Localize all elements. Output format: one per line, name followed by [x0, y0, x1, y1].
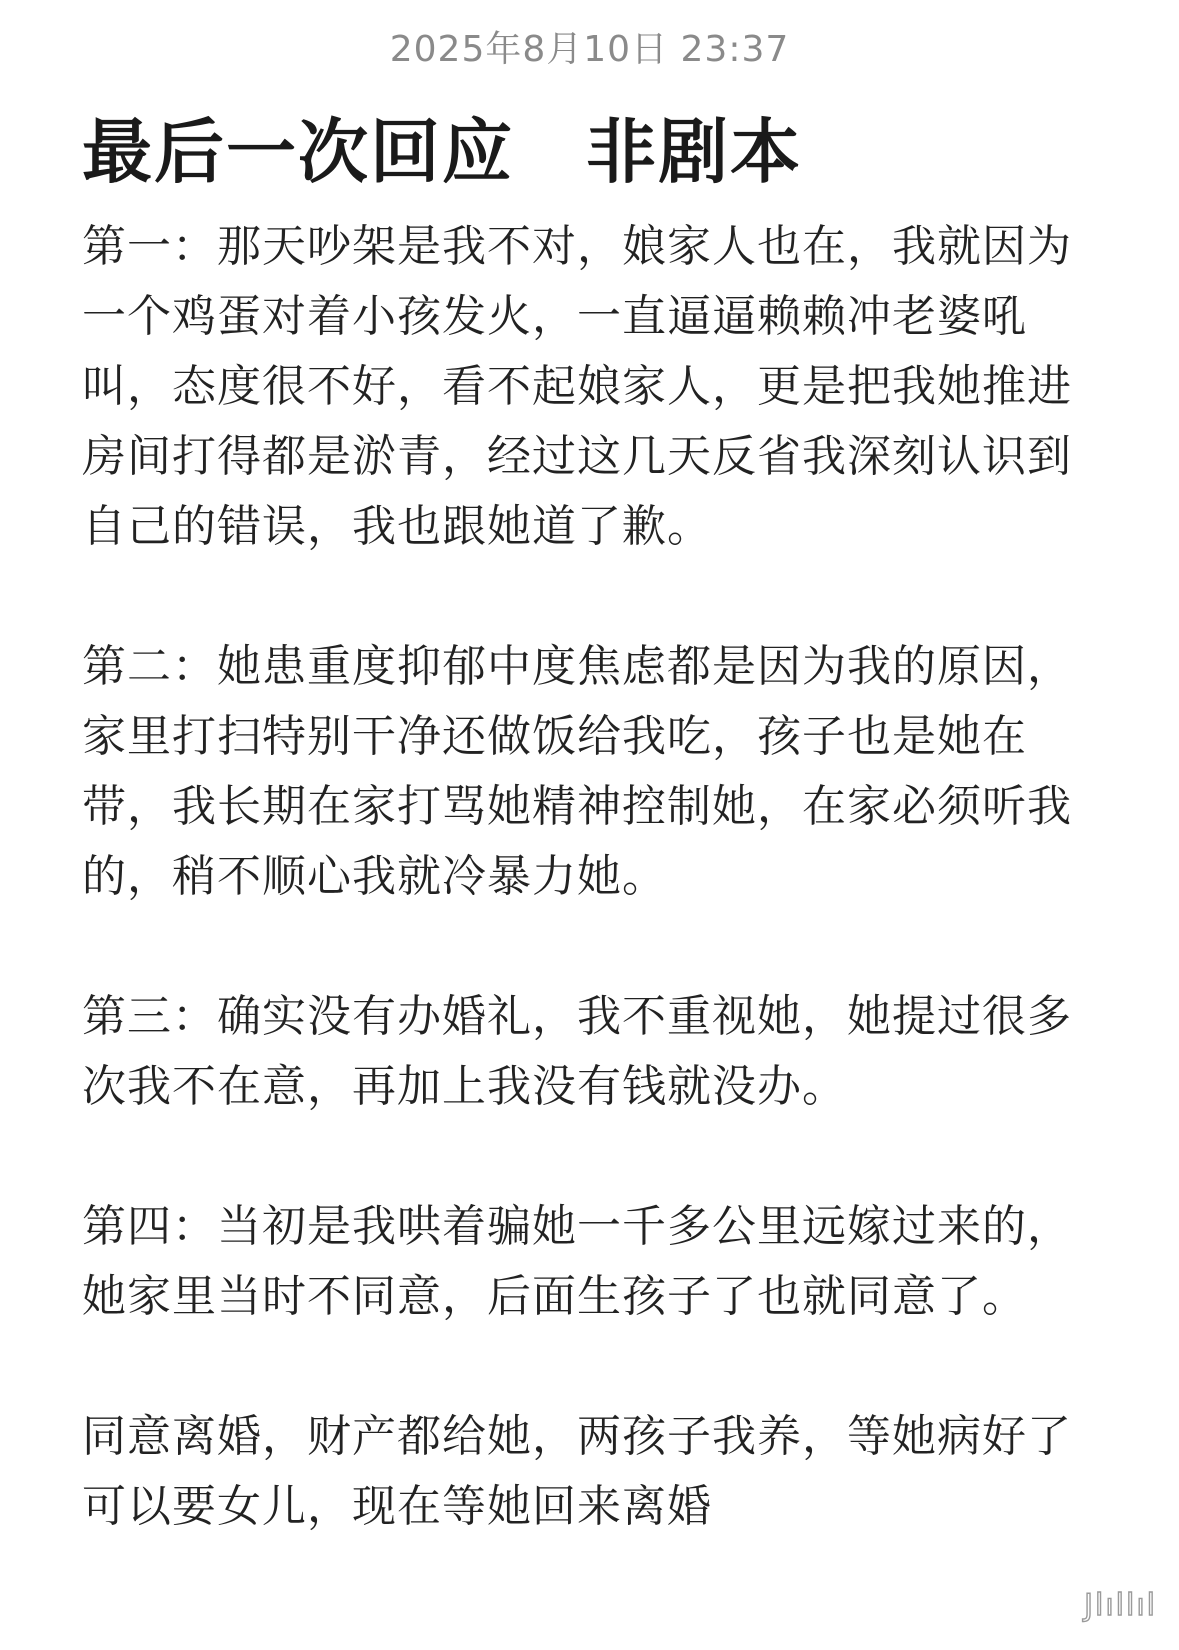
- paragraph-3: 第三：确实没有办婚礼，我不重视她，她提过很多次我不在意，再加上我没有钱就没办。: [82, 991, 1072, 1112]
- paragraph-5: 同意离婚，财产都给她，两孩子我养，等她病好了可以要女儿，现在等她回来离婚: [82, 1411, 1072, 1532]
- timestamp: 2025年8月10日 23:37: [389, 29, 790, 70]
- paragraph-1: 第一：那天吵架是我不对，娘家人也在，我就因为一个鸡蛋对着小孩发火，一直逼逼赖赖冲老婆吼叫，态度很不好，看不起娘家人，更是把我她推进房间打得都是淤青，经过这几天反省我深刻认识到自己的错误，我也跟她道了歉。: [82, 221, 1072, 552]
- watermark: [1084, 1590, 1157, 1622]
- page-title: 最后一次回应 非剧本: [82, 111, 802, 193]
- note-body: [82, 212, 1097, 1542]
- paragraph-4: 第四：当初是我哄着骗她一千多公里远嫁过来的，她家里当时不同意，后面生孩子了也就同意了。: [82, 1201, 1072, 1322]
- paragraph-2: 第二：她患重度抑郁中度焦虑都是因为我的原因，家里打扫特别干净还做饭给我吃，孩子也是她在带，我长期在家打骂她精神控制她，在家必须听我的，稍不顺心我就冷暴力她。: [82, 641, 1072, 902]
- watermark-text: Jlıllıl: [1084, 1588, 1157, 1623]
